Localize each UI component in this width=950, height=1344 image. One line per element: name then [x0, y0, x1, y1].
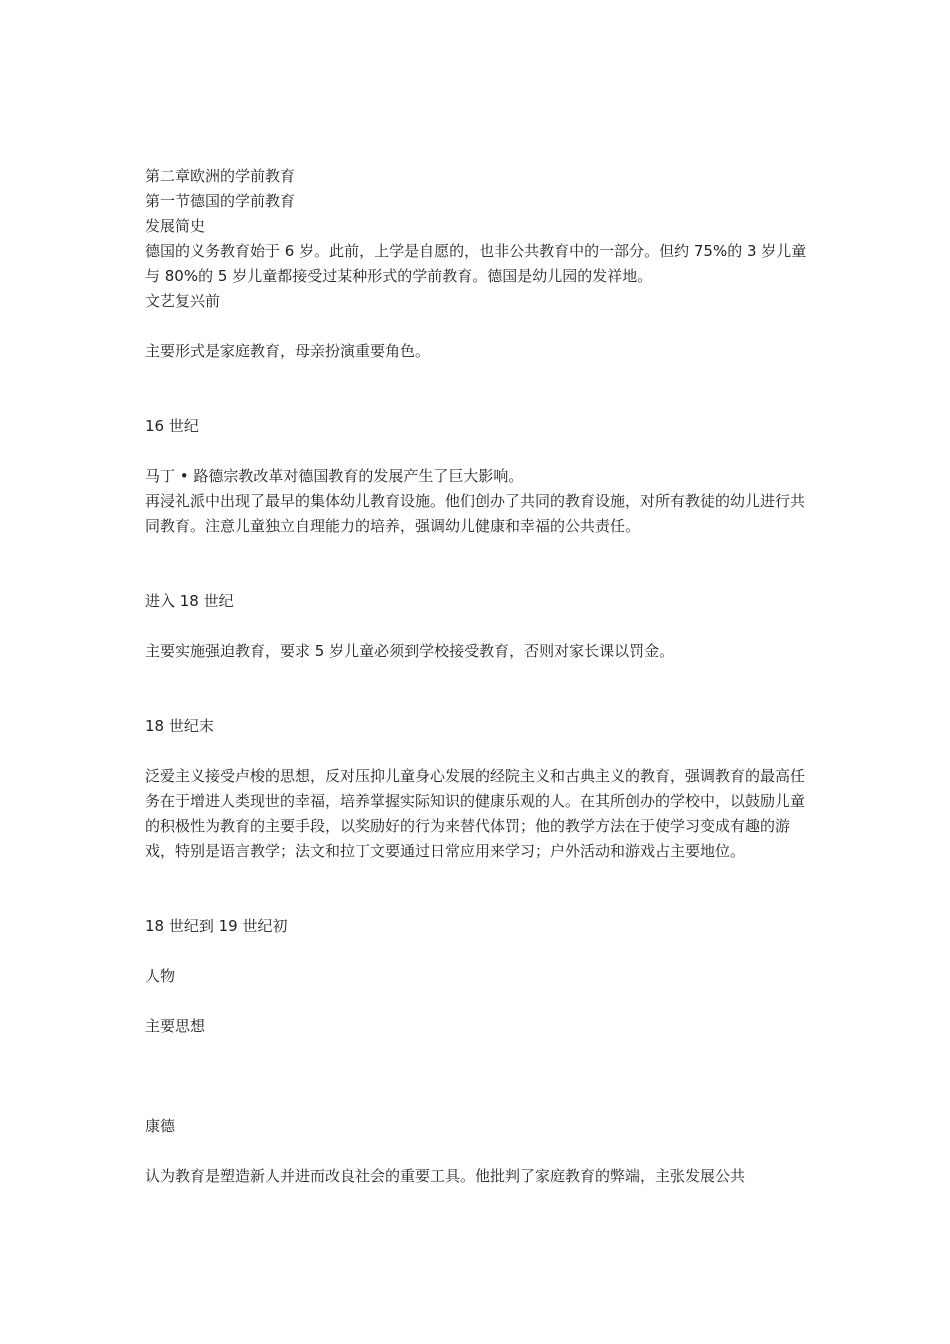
late-18c-paragraph: 泛爱主义接受卢梭的思想，反对压抑儿童身心发展的经院主义和古典主义的教育，强调教育的最高任务在于增进人类现世的幸福，培养掌握实际知识的健康乐观的人。在其所创办的学校中，以鼓励儿童的积极性为教育的主要手段，以奖励好的行为来替代体罚；他的教学方法在于使学习变成有趣的游戏，特别是语言教学；法文和拉丁文要通过日常应用来学习；户外活动和游戏占主要地位。	[145, 767, 806, 860]
c18-paragraph: 主要实施强迫教育，要求 5 岁儿童必须到学校接受教育，否则对家长课以罚金。	[145, 642, 675, 660]
chapter-title: 第二章欧洲的学前教育	[145, 167, 296, 185]
period-heading-16c: 16 世纪	[145, 417, 199, 435]
period-heading-late-18c: 18 世纪末	[145, 717, 214, 735]
c16-paragraph-2: 再浸礼派中出现了最早的集体幼儿教育设施。他们创办了共同的教育设施，对所有教徒的幼儿进行共同教育。注意儿童独立自理能力的培养，强调幼儿健康和幸福的公共责任。	[145, 492, 806, 535]
period-heading-18c: 进入 18 世纪	[145, 592, 234, 610]
person-kant: 康德	[145, 1117, 176, 1135]
document-body	[145, 164, 815, 1189]
subsection-title: 发展简史	[145, 217, 206, 235]
c16-paragraph-1: 马丁 • 路德宗教改革对德国教育的发展产生了巨大影响。	[145, 467, 524, 485]
pre-renaissance-paragraph: 主要形式是家庭教育，母亲扮演重要角色。	[145, 342, 431, 360]
period-heading-pre-renaissance: 文艺复兴前	[145, 292, 221, 310]
period-heading-18-19c: 18 世纪到 19 世纪初	[145, 917, 288, 935]
column-heading-person: 人物	[145, 967, 176, 985]
column-heading-idea: 主要思想	[145, 1017, 206, 1035]
section-title: 第一节德国的学前教育	[145, 192, 296, 210]
kant-paragraph: 认为教育是塑造新人并进而改良社会的重要工具。他批判了家庭教育的弊端，主张发展公共	[145, 1167, 746, 1185]
intro-paragraph: 德国的义务教育始于 6 岁。此前，上学是自愿的，也非公共教育中的一部分。但约 75%的 3 岁儿童与 80%的 5 岁儿童都接受过某种形式的学前教育。德国是幼儿园的发祥地。	[145, 242, 807, 285]
